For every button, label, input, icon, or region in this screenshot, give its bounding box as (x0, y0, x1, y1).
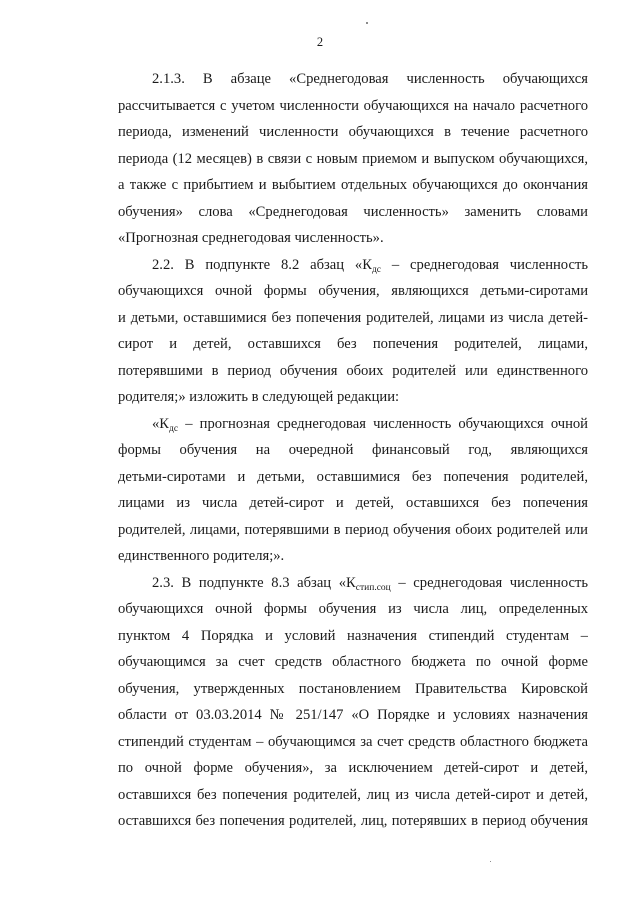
text-line: обучающихся очной формы обучения, являющихся детьми-сиротами (118, 283, 588, 299)
paragraph-2-1-3 (118, 66, 588, 252)
text-fragment: – среднегодовая численность (390, 574, 588, 591)
text-line: потерявшими в период обучения обоих родителей или единственного (118, 362, 588, 379)
text-fragment: 2.2. В подпункте 8.2 абзац «К (152, 256, 372, 273)
paragraph-2-2 (118, 252, 588, 411)
text-line: пунктом 4 Порядка и условий назначения стипендий студентам – (118, 627, 588, 644)
scan-speck (490, 861, 491, 862)
paragraph-quote (118, 411, 588, 570)
text-fragment: – среднегодовая численность (381, 256, 588, 273)
text-line: обучения, утвержденных постановлением Правительства Кировской (118, 680, 588, 697)
text-line (118, 570, 588, 597)
text-line: родителей, лицами, потерявшими в период обучения обоих родителей или (118, 521, 588, 538)
text-line: обучающихся очной формы обучения из числа лиц, определенных (118, 601, 588, 617)
text-line: 2.1.3. В абзаце «Среднегодовая численность обучающихся (152, 71, 588, 87)
text-line (118, 411, 588, 438)
text-line: единственного родителя;». (118, 548, 285, 564)
text-line: оставшихся без попечения родителей, лиц, потерявших в период обучения (118, 813, 588, 829)
text-fragment: 2.3. В подпункте 8.3 абзац «К (152, 574, 356, 591)
text-line: а также с прибытием и выбытием отдельных обучающихся до окончания (118, 177, 588, 193)
text-fragment: «К (152, 415, 170, 432)
text-line: и детьми, оставшимися без попечения родителей, лицами из числа детей- (118, 309, 588, 326)
text-line: стипендий студентам – обучающимся за счет средств областного бюджета (118, 733, 588, 750)
text-line: детьми-сиротами и детьми, оставшимися без попечения родителей, (118, 468, 588, 485)
subscript: дс (371, 264, 382, 275)
text-line: по очной форме обучения», за исключением детей-сирот и детей, (118, 760, 588, 776)
text-line: родителя;» изложить в следующей редакции: (118, 389, 400, 405)
paragraph-2-3 (118, 570, 588, 835)
text-line: обучения» слова «Среднегодовая численность» заменить словами (118, 203, 588, 220)
text-fragment: – прогнозная среднегодовая численность обучающихся очной (178, 415, 588, 432)
text-line: периода, изменений численности обучающихся в течение расчетного (118, 124, 588, 140)
text-line (118, 252, 588, 279)
text-line: обучающимся за счет средств областного бюджета по очной форме (118, 654, 588, 670)
text-line: лицами из числа детей-сирот и детей, оставшихся без попечения (118, 495, 588, 511)
document-body (118, 66, 588, 835)
text-line: рассчитывается с учетом численности обучающихся на начало расчетного (118, 97, 588, 114)
text-line: оставшихся без попечения родителей, лиц из числа детей-сирот и детей, (118, 786, 588, 803)
text-line: сирот и детей, оставшихся без попечения родителей, лицами, (118, 336, 588, 352)
subscript: стип.соц (355, 582, 391, 593)
page-number: 2 (316, 35, 324, 49)
text-line: области от 03.03.2014 № 251/147 «О Порядке и условиях назначения (118, 707, 588, 723)
text-line: периода (12 месяцев) в связи с новым приемом и выпуском обучающихся, (118, 150, 588, 167)
scan-speck (366, 22, 368, 24)
text-line: «Прогнозная среднегодовая численность». (118, 230, 384, 246)
text-line: формы обучения на очередной финансовый год, являющихся (118, 442, 588, 458)
subscript: дс (169, 423, 179, 434)
